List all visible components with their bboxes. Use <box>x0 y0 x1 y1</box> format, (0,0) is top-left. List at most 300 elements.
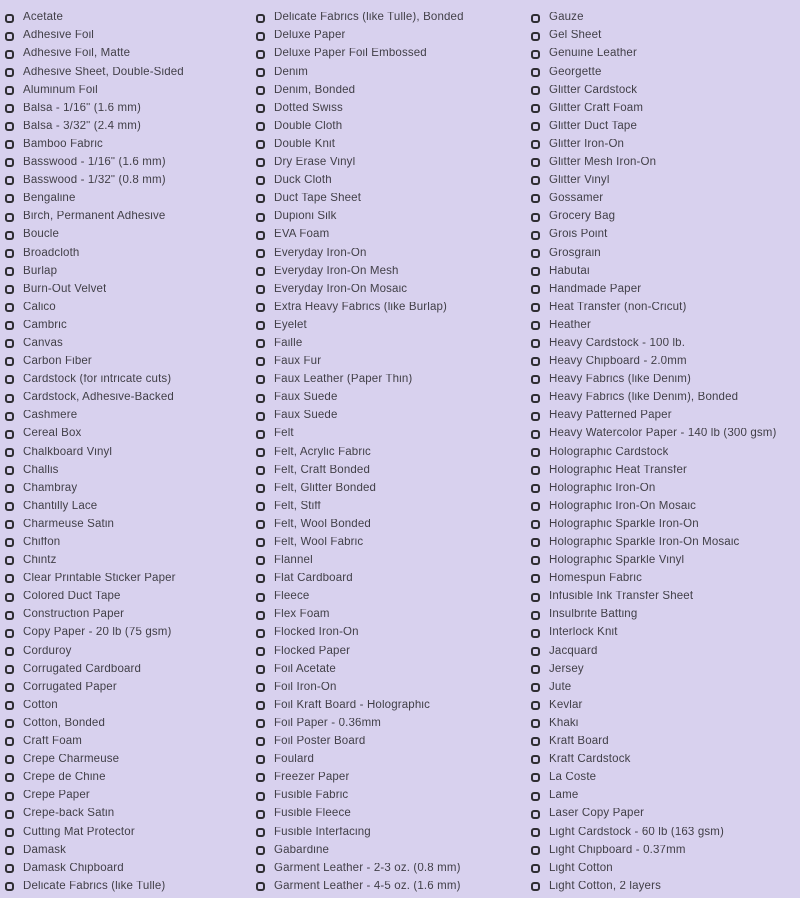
checkbox-icon[interactable] <box>5 303 14 312</box>
checkbox-icon[interactable] <box>256 593 265 602</box>
checkbox-icon[interactable] <box>256 466 265 475</box>
material-row[interactable] <box>531 787 800 805</box>
material-label: Cambric <box>23 319 67 331</box>
checkbox-icon[interactable] <box>5 50 14 59</box>
material-row[interactable] <box>531 479 800 497</box>
material-row[interactable] <box>5 172 256 190</box>
material-row[interactable] <box>5 443 256 461</box>
material-row[interactable] <box>5 262 256 280</box>
material-row[interactable] <box>256 660 531 678</box>
checkbox-icon[interactable] <box>531 593 540 602</box>
material-row[interactable] <box>531 570 800 588</box>
checkbox-icon[interactable] <box>531 556 540 565</box>
checkbox-icon[interactable] <box>256 122 265 131</box>
checkbox-icon[interactable] <box>5 665 14 674</box>
material-row[interactable] <box>256 516 531 534</box>
material-row[interactable] <box>256 335 531 353</box>
checkbox-icon[interactable] <box>256 701 265 710</box>
material-row[interactable] <box>256 45 531 63</box>
checkbox-icon[interactable] <box>531 231 540 240</box>
material-row[interactable] <box>5 678 256 696</box>
checkbox-icon[interactable] <box>531 194 540 203</box>
material-row[interactable] <box>256 9 531 27</box>
material-row[interactable] <box>256 63 531 81</box>
material-row[interactable] <box>256 769 531 787</box>
checkbox-icon[interactable] <box>531 50 540 59</box>
checkbox-icon[interactable] <box>256 520 265 529</box>
checkbox-icon[interactable] <box>531 864 540 873</box>
material-row[interactable] <box>531 226 800 244</box>
material-row[interactable] <box>5 805 256 823</box>
material-row[interactable] <box>256 208 531 226</box>
checkbox-icon[interactable] <box>256 213 265 222</box>
material-row[interactable] <box>531 299 800 317</box>
material-row[interactable] <box>5 317 256 335</box>
material-row[interactable] <box>531 805 800 823</box>
material-row[interactable] <box>256 226 531 244</box>
checkbox-icon[interactable] <box>531 755 540 764</box>
material-row[interactable] <box>531 262 800 280</box>
material-row[interactable] <box>531 443 800 461</box>
material-row[interactable] <box>531 461 800 479</box>
checkbox-icon[interactable] <box>531 574 540 583</box>
checkbox-icon[interactable] <box>531 303 540 312</box>
checkbox-icon[interactable] <box>5 484 14 493</box>
checkbox-icon[interactable] <box>256 574 265 583</box>
material-row[interactable] <box>5 226 256 244</box>
material-row[interactable] <box>5 787 256 805</box>
material-label: Cotton <box>23 699 58 711</box>
material-row[interactable] <box>5 353 256 371</box>
material-row[interactable] <box>256 244 531 262</box>
checkbox-icon[interactable] <box>256 158 265 167</box>
material-row[interactable] <box>5 335 256 353</box>
checkbox-icon[interactable] <box>256 556 265 565</box>
material-row[interactable] <box>5 136 256 154</box>
checkbox-icon[interactable] <box>256 375 265 384</box>
material-row[interactable] <box>5 606 256 624</box>
material-row[interactable] <box>531 878 800 896</box>
checkbox-icon[interactable] <box>531 828 540 837</box>
checkbox-icon[interactable] <box>5 357 14 366</box>
checkbox-icon[interactable] <box>5 683 14 692</box>
checkbox-icon[interactable] <box>256 249 265 258</box>
material-row[interactable] <box>256 570 531 588</box>
checkbox-icon[interactable] <box>531 810 540 819</box>
material-row[interactable] <box>531 751 800 769</box>
checkbox-icon[interactable] <box>256 394 265 403</box>
checkbox-icon[interactable] <box>531 339 540 348</box>
checkbox-icon[interactable] <box>5 158 14 167</box>
material-row[interactable] <box>5 461 256 479</box>
material-row[interactable] <box>5 280 256 298</box>
material-row[interactable] <box>256 389 531 407</box>
checkbox-icon[interactable] <box>5 285 14 294</box>
material-row[interactable] <box>531 27 800 45</box>
material-row[interactable] <box>531 335 800 353</box>
material-row[interactable] <box>5 63 256 81</box>
material-row[interactable] <box>531 99 800 117</box>
checkbox-icon[interactable] <box>256 611 265 620</box>
material-label: Light Chipboard - 0.37mm <box>549 844 686 856</box>
material-label: Foil Poster Board <box>274 736 366 748</box>
material-row[interactable] <box>531 715 800 733</box>
material-row[interactable] <box>5 299 256 317</box>
material-row[interactable] <box>531 136 800 154</box>
checkbox-icon[interactable] <box>531 430 540 439</box>
material-row[interactable] <box>256 172 531 190</box>
material-row[interactable] <box>256 407 531 425</box>
checkbox-icon[interactable] <box>531 647 540 656</box>
checkbox-icon[interactable] <box>256 882 265 891</box>
material-row[interactable] <box>531 534 800 552</box>
checkbox-icon[interactable] <box>256 194 265 203</box>
material-row[interactable] <box>531 660 800 678</box>
material-row[interactable] <box>531 244 800 262</box>
checkbox-icon[interactable] <box>531 249 540 258</box>
material-row[interactable] <box>531 516 800 534</box>
material-row[interactable] <box>531 407 800 425</box>
checkbox-icon[interactable] <box>256 140 265 149</box>
checkbox-icon[interactable] <box>5 792 14 801</box>
material-row[interactable] <box>531 642 800 660</box>
checkbox-icon[interactable] <box>531 375 540 384</box>
checkbox-icon[interactable] <box>5 701 14 710</box>
material-row[interactable] <box>531 823 800 841</box>
checkbox-icon[interactable] <box>256 683 265 692</box>
material-row[interactable] <box>5 118 256 136</box>
checkbox-icon[interactable] <box>531 520 540 529</box>
checkbox-icon[interactable] <box>5 448 14 457</box>
checkbox-icon[interactable] <box>256 267 265 276</box>
material-row[interactable] <box>5 588 256 606</box>
material-row[interactable] <box>531 697 800 715</box>
checkbox-icon[interactable] <box>5 176 14 185</box>
material-row[interactable] <box>531 81 800 99</box>
material-row[interactable] <box>531 624 800 642</box>
checkbox-icon[interactable] <box>5 430 14 439</box>
checkbox-icon[interactable] <box>531 32 540 41</box>
checkbox-icon[interactable] <box>5 86 14 95</box>
material-row[interactable] <box>256 118 531 136</box>
checkbox-icon[interactable] <box>531 773 540 782</box>
material-row[interactable] <box>256 588 531 606</box>
material-row[interactable] <box>5 99 256 117</box>
material-row[interactable] <box>5 479 256 497</box>
checkbox-icon[interactable] <box>531 86 540 95</box>
checkbox-icon[interactable] <box>256 321 265 330</box>
material-row[interactable] <box>5 769 256 787</box>
checkbox-icon[interactable] <box>531 14 540 23</box>
checkbox-icon[interactable] <box>256 773 265 782</box>
checkbox-icon[interactable] <box>531 882 540 891</box>
checkbox-icon[interactable] <box>5 267 14 276</box>
checkbox-icon[interactable] <box>531 611 540 620</box>
checkbox-icon[interactable] <box>256 412 265 421</box>
material-row[interactable] <box>5 552 256 570</box>
checkbox-icon[interactable] <box>531 502 540 511</box>
material-row[interactable] <box>256 534 531 552</box>
material-row[interactable] <box>256 552 531 570</box>
material-row[interactable] <box>531 841 800 859</box>
material-row[interactable] <box>5 570 256 588</box>
material-row[interactable] <box>5 715 256 733</box>
checkbox-icon[interactable] <box>5 882 14 891</box>
material-row[interactable] <box>531 190 800 208</box>
checkbox-icon[interactable] <box>256 303 265 312</box>
checkbox-icon[interactable] <box>531 683 540 692</box>
checkbox-icon[interactable] <box>256 231 265 240</box>
checkbox-icon[interactable] <box>256 647 265 656</box>
checkbox-icon[interactable] <box>531 321 540 330</box>
material-row[interactable] <box>5 751 256 769</box>
checkbox-icon[interactable] <box>5 32 14 41</box>
material-row[interactable] <box>531 425 800 443</box>
material-row[interactable] <box>5 733 256 751</box>
checkbox-icon[interactable] <box>256 50 265 59</box>
material-row[interactable] <box>256 841 531 859</box>
material-row[interactable] <box>531 154 800 172</box>
checkbox-icon[interactable] <box>256 719 265 728</box>
checkbox-icon[interactable] <box>531 267 540 276</box>
checkbox-icon[interactable] <box>5 104 14 113</box>
checkbox-icon[interactable] <box>5 122 14 131</box>
checkbox-icon[interactable] <box>5 194 14 203</box>
material-row[interactable] <box>531 552 800 570</box>
checkbox-icon[interactable] <box>531 466 540 475</box>
checkbox-icon[interactable] <box>5 574 14 583</box>
checkbox-icon[interactable] <box>531 158 540 167</box>
material-label: Heavy Cardstock - 100 lb. <box>549 337 686 349</box>
checkbox-icon[interactable] <box>256 864 265 873</box>
checkbox-icon[interactable] <box>256 448 265 457</box>
material-row[interactable] <box>5 425 256 443</box>
material-row[interactable] <box>5 624 256 642</box>
material-row[interactable] <box>5 9 256 27</box>
material-row[interactable] <box>256 262 531 280</box>
material-row[interactable] <box>256 642 531 660</box>
material-label: Holographic Iron-On <box>549 482 656 494</box>
material-row[interactable] <box>531 45 800 63</box>
material-row[interactable] <box>5 859 256 877</box>
material-row[interactable] <box>5 660 256 678</box>
material-row[interactable] <box>256 443 531 461</box>
checkbox-icon[interactable] <box>5 737 14 746</box>
material-row[interactable] <box>5 516 256 534</box>
checkbox-icon[interactable] <box>256 285 265 294</box>
checkbox-icon[interactable] <box>531 719 540 728</box>
material-row[interactable] <box>256 678 531 696</box>
checkbox-icon[interactable] <box>5 213 14 222</box>
material-row[interactable] <box>531 859 800 877</box>
checkbox-icon[interactable] <box>256 629 265 638</box>
material-row[interactable] <box>531 317 800 335</box>
checkbox-icon[interactable] <box>5 864 14 873</box>
checkbox-icon[interactable] <box>531 140 540 149</box>
checkbox-icon[interactable] <box>5 14 14 23</box>
material-row[interactable] <box>256 27 531 45</box>
material-row[interactable] <box>256 823 531 841</box>
checkbox-icon[interactable] <box>531 448 540 457</box>
material-row[interactable] <box>5 878 256 896</box>
material-row[interactable] <box>531 172 800 190</box>
checkbox-icon[interactable] <box>256 538 265 547</box>
material-row[interactable] <box>5 498 256 516</box>
checkbox-icon[interactable] <box>256 357 265 366</box>
material-row[interactable] <box>531 208 800 226</box>
material-row[interactable] <box>256 461 531 479</box>
material-row[interactable] <box>531 733 800 751</box>
material-row[interactable] <box>5 208 256 226</box>
checkbox-icon[interactable] <box>5 810 14 819</box>
material-row[interactable] <box>256 733 531 751</box>
material-row[interactable] <box>256 280 531 298</box>
checkbox-icon[interactable] <box>531 629 540 638</box>
checkbox-icon[interactable] <box>531 285 540 294</box>
checkbox-icon[interactable] <box>531 213 540 222</box>
checkbox-icon[interactable] <box>531 792 540 801</box>
material-row[interactable] <box>256 787 531 805</box>
checkbox-icon[interactable] <box>531 484 540 493</box>
checkbox-icon[interactable] <box>256 430 265 439</box>
material-row[interactable] <box>256 81 531 99</box>
checkbox-icon[interactable] <box>531 357 540 366</box>
checkbox-icon[interactable] <box>531 538 540 547</box>
material-row[interactable] <box>531 63 800 81</box>
checkbox-icon[interactable] <box>5 412 14 421</box>
checkbox-icon[interactable] <box>256 339 265 348</box>
checkbox-icon[interactable] <box>256 502 265 511</box>
material-row[interactable] <box>256 371 531 389</box>
checkbox-icon[interactable] <box>5 755 14 764</box>
checkbox-icon[interactable] <box>5 719 14 728</box>
material-row[interactable] <box>256 425 531 443</box>
material-row[interactable] <box>5 389 256 407</box>
material-row[interactable] <box>531 389 800 407</box>
checkbox-icon[interactable] <box>5 249 14 258</box>
material-row[interactable] <box>256 697 531 715</box>
material-row[interactable] <box>256 624 531 642</box>
checkbox-icon[interactable] <box>256 755 265 764</box>
checkbox-icon[interactable] <box>256 846 265 855</box>
material-row[interactable] <box>256 878 531 896</box>
checkbox-icon[interactable] <box>5 593 14 602</box>
checkbox-icon[interactable] <box>531 412 540 421</box>
checkbox-icon[interactable] <box>531 104 540 113</box>
material-row[interactable] <box>5 45 256 63</box>
material-row[interactable] <box>5 190 256 208</box>
checkbox-icon[interactable] <box>5 520 14 529</box>
material-row[interactable] <box>531 588 800 606</box>
checkbox-icon[interactable] <box>5 538 14 547</box>
material-row[interactable] <box>256 353 531 371</box>
checkbox-icon[interactable] <box>256 737 265 746</box>
material-row[interactable] <box>531 769 800 787</box>
material-row[interactable] <box>531 118 800 136</box>
checkbox-icon[interactable] <box>531 701 540 710</box>
checkbox-icon[interactable] <box>5 773 14 782</box>
checkbox-icon[interactable] <box>256 176 265 185</box>
checkbox-icon[interactable] <box>256 32 265 41</box>
material-row[interactable] <box>531 678 800 696</box>
material-row[interactable] <box>256 154 531 172</box>
material-row[interactable] <box>5 642 256 660</box>
checkbox-icon[interactable] <box>256 665 265 674</box>
checkbox-icon[interactable] <box>256 792 265 801</box>
checkbox-icon[interactable] <box>256 828 265 837</box>
material-row[interactable] <box>5 697 256 715</box>
checkbox-icon[interactable] <box>531 737 540 746</box>
checkbox-icon[interactable] <box>5 68 14 77</box>
material-row[interactable] <box>256 190 531 208</box>
material-row[interactable] <box>5 27 256 45</box>
material-row[interactable] <box>531 280 800 298</box>
material-row[interactable] <box>5 244 256 262</box>
checkbox-icon[interactable] <box>5 846 14 855</box>
material-row[interactable] <box>531 9 800 27</box>
checkbox-icon[interactable] <box>531 68 540 77</box>
material-row[interactable] <box>256 751 531 769</box>
material-row[interactable] <box>5 841 256 859</box>
material-row[interactable] <box>5 534 256 552</box>
checkbox-icon[interactable] <box>256 14 265 23</box>
material-row[interactable] <box>5 154 256 172</box>
checkbox-icon[interactable] <box>5 629 14 638</box>
checkbox-icon[interactable] <box>5 321 14 330</box>
material-row[interactable] <box>256 479 531 497</box>
checkbox-icon[interactable] <box>5 394 14 403</box>
material-row[interactable] <box>531 498 800 516</box>
checkbox-icon[interactable] <box>5 375 14 384</box>
material-row[interactable] <box>531 371 800 389</box>
checkbox-icon[interactable] <box>531 394 540 403</box>
checkbox-icon[interactable] <box>531 665 540 674</box>
checkbox-icon[interactable] <box>5 466 14 475</box>
material-row[interactable] <box>531 606 800 624</box>
material-row[interactable] <box>256 299 531 317</box>
material-row[interactable] <box>256 859 531 877</box>
checkbox-icon[interactable] <box>5 647 14 656</box>
checkbox-icon[interactable] <box>256 86 265 95</box>
checkbox-icon[interactable] <box>256 484 265 493</box>
checkbox-icon[interactable] <box>256 68 265 77</box>
checkbox-icon[interactable] <box>531 846 540 855</box>
checkbox-icon[interactable] <box>256 104 265 113</box>
material-row[interactable] <box>256 805 531 823</box>
checkbox-icon[interactable] <box>5 502 14 511</box>
material-row[interactable] <box>5 823 256 841</box>
material-row[interactable] <box>256 606 531 624</box>
material-row[interactable] <box>5 81 256 99</box>
checkbox-icon[interactable] <box>5 339 14 348</box>
material-row[interactable] <box>256 498 531 516</box>
material-row[interactable] <box>531 353 800 371</box>
checkbox-icon[interactable] <box>5 556 14 565</box>
checkbox-icon[interactable] <box>5 140 14 149</box>
checkbox-icon[interactable] <box>5 611 14 620</box>
material-row[interactable] <box>5 371 256 389</box>
material-row[interactable] <box>256 317 531 335</box>
material-row[interactable] <box>256 136 531 154</box>
checkbox-icon[interactable] <box>5 828 14 837</box>
material-row[interactable] <box>256 715 531 733</box>
checkbox-icon[interactable] <box>256 810 265 819</box>
checkbox-icon[interactable] <box>531 176 540 185</box>
material-row[interactable] <box>256 99 531 117</box>
material-row[interactable] <box>5 407 256 425</box>
checkbox-icon[interactable] <box>531 122 540 131</box>
checkbox-icon[interactable] <box>5 231 14 240</box>
